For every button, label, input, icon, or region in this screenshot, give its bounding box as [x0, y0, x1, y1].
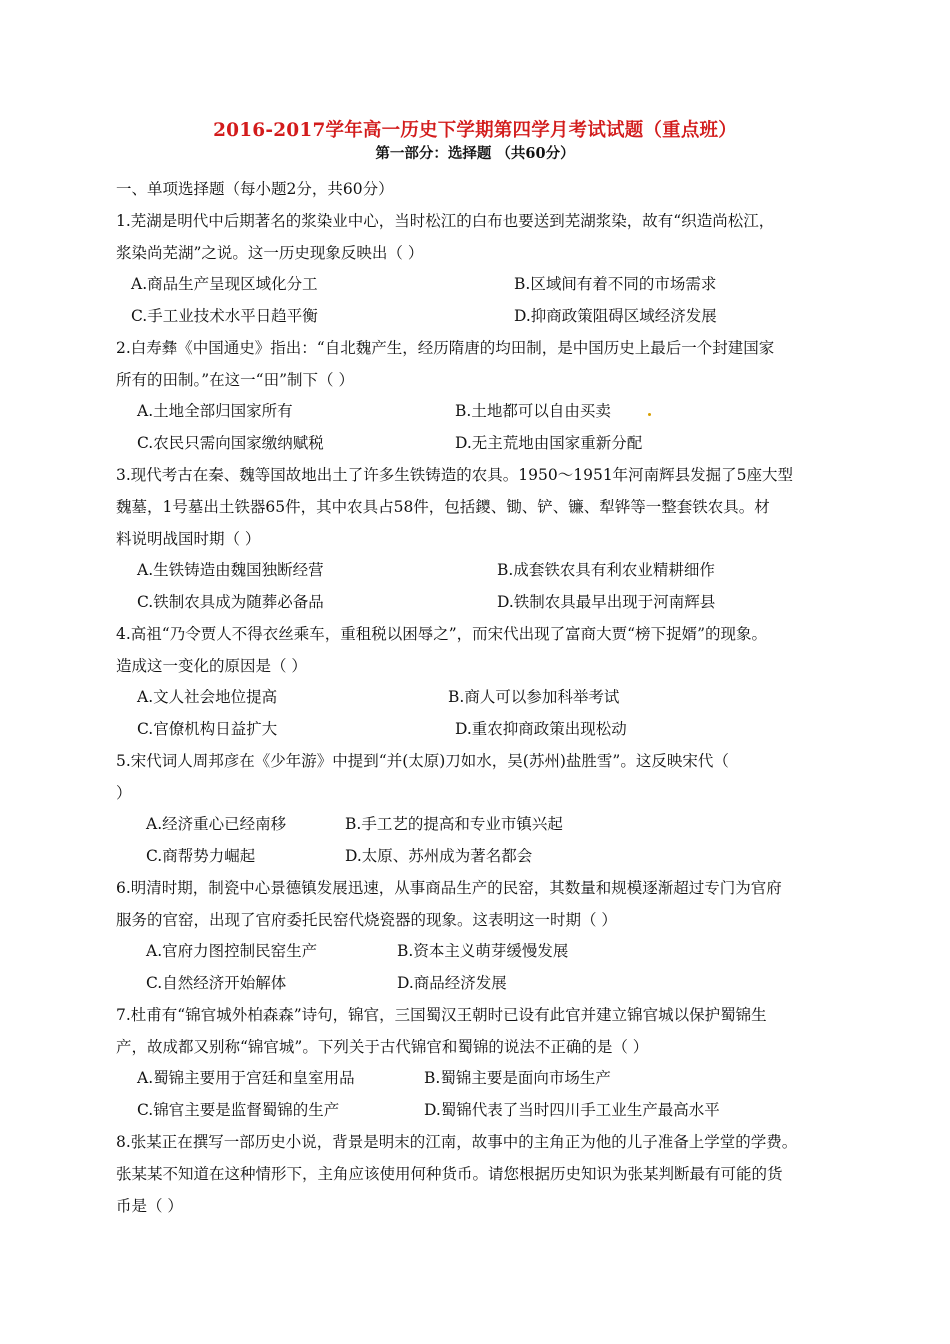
page-title: 2016-2017学年高一历史下学期第四学月考试试题（重点班）: [213, 120, 737, 141]
question-5-option-a: A.经济重心已经南移: [146, 815, 287, 833]
question-8-stem-line-2: 张某某不知道在这种情形下，主角应该使用何种货币。请您根据历史知识为张某判断最有可能的货: [116, 1165, 783, 1183]
question-4-option-d: D.重农抑商政策出现松动: [455, 720, 627, 738]
question-4-stem-line-2: 造成这一变化的原因是（ ）: [116, 657, 307, 675]
question-5-option-b: B.手工艺的提高和专业市镇兴起: [345, 815, 563, 833]
question-7-option-b: B.蜀锦主要是面向市场生产: [424, 1069, 611, 1087]
question-6-stem-line-2: 服务的官窑，出现了官府委托民窑代烧瓷器的现象。这表明这一时期（ ）: [116, 911, 617, 929]
question-8-stem-line-1: 8.张某正在撰写一部历史小说，背景是明末的江南，故事中的主角正为他的儿子准备上学堂的学费。: [116, 1133, 798, 1151]
question-7-stem-line-1: 7.杜甫有“锦官城外柏森森”诗句，锦官，三国蜀汉王朝时已设有此官并建立锦官城以保护蜀锦生: [116, 1006, 767, 1024]
question-5-stem-line-2: ）: [116, 784, 132, 802]
question-2-option-d: D.无主荒地由国家重新分配: [455, 434, 643, 452]
question-4-option-b: B.商人可以参加科举考试: [448, 688, 620, 706]
stray-mark: [648, 413, 651, 416]
question-3-option-c: C.铁制农具成为随葬必备品: [137, 593, 324, 611]
question-2-option-c: C.农民只需向国家缴纳赋税: [137, 434, 324, 452]
question-3-option-d: D.铁制农具最早出现于河南辉县: [497, 593, 716, 611]
question-3-option-a: A.生铁铸造由魏国独断经营: [137, 561, 324, 579]
question-3-option-b: B.成套铁农具有利农业精耕细作: [497, 561, 715, 579]
question-2-option-b: B.土地都可以自由买卖: [455, 402, 611, 420]
question-7-option-c: C.锦官主要是监督蜀锦的生产: [137, 1101, 340, 1119]
question-4-stem-line-1: 4.高祖“乃令贾人不得衣丝乘车，重租税以困辱之”，而宋代出现了富商大贾“榜下捉婿”的现象。: [116, 625, 767, 643]
question-2-option-a: A.土地全部归国家所有: [137, 402, 293, 420]
question-3-stem-line-3: 料说明战国时期（ ）: [116, 530, 261, 548]
question-2-stem-line-2: 所有的田制。”在这一“田”制下（ ）: [116, 371, 354, 389]
question-4-option-a: A.文人社会地位提高: [137, 688, 278, 706]
question-1-stem-line-1: 1.芜湖是明代中后期著名的浆染业中心，当时松江的白布也要送到芜湖浆染，故有“织造尚松江，: [116, 212, 775, 230]
page-subtitle: 第一部分：选择题 （共60分）: [375, 145, 575, 162]
question-7-stem-line-2: 产，故成都又别称“锦官城”。下列关于古代锦官和蜀锦的说法不正确的是（ ）: [116, 1038, 649, 1056]
question-6-option-d: D.商品经济发展: [397, 974, 507, 992]
question-6-option-a: A.官府力图控制民窑生产: [146, 942, 318, 960]
question-1-option-c: C.手工业技术水平日趋平衡: [131, 307, 318, 325]
question-8-stem-line-3: 币是（ ）: [116, 1197, 183, 1215]
question-5-stem-line-1: 5.宋代词人周邦彦在《少年游》中提到“并(太原)刀如水，吴(苏州)盐胜雪”。这反映宋代（: [116, 752, 729, 770]
question-5-option-c: C.商帮势力崛起: [146, 847, 256, 865]
question-7-option-a: A.蜀锦主要用于宫廷和皇室用品: [137, 1069, 355, 1087]
question-6-stem-line-1: 6.明清时期，制瓷中心景德镇发展迅速，从事商品生产的民窑，其数量和规模逐渐超过专门为官府: [116, 879, 782, 897]
question-4-option-c: C.官僚机构日益扩大: [137, 720, 278, 738]
question-1-option-d: D.抑商政策阻碍区域经济发展: [514, 307, 717, 325]
section-heading: 一、单项选择题（每小题2分，共60分）: [116, 180, 394, 198]
question-5-option-d: D.太原、苏州成为著名都会: [345, 847, 533, 865]
question-6-option-c: C.自然经济开始解体: [146, 974, 287, 992]
question-1-option-a: A.商品生产呈现区域化分工: [131, 275, 318, 293]
question-3-stem-line-1: 3.现代考古在秦、魏等国故地出土了许多生铁铸造的农具。1950～1951年河南辉县发掘了5座大型: [116, 466, 794, 484]
question-6-option-b: B.资本主义萌芽缓慢发展: [397, 942, 569, 960]
question-2-stem-line-1: 2.白寿彝《中国通史》指出：“自北魏产生，经历隋唐的均田制，是中国历史上最后一个封建国家: [116, 339, 775, 357]
question-1-stem-line-2: 浆染尚芜湖”之说。这一历史现象反映出（ ）: [116, 244, 424, 262]
question-3-stem-line-2: 魏墓，1号墓出土铁器65件，其中农具占58件，包括鑁、锄、铲、镰、犁铧等一整套铁农具。材: [116, 498, 770, 516]
question-1-option-b: B.区域间有着不同的市场需求: [514, 275, 717, 293]
question-7-option-d: D.蜀锦代表了当时四川手工业生产最高水平: [424, 1101, 720, 1119]
